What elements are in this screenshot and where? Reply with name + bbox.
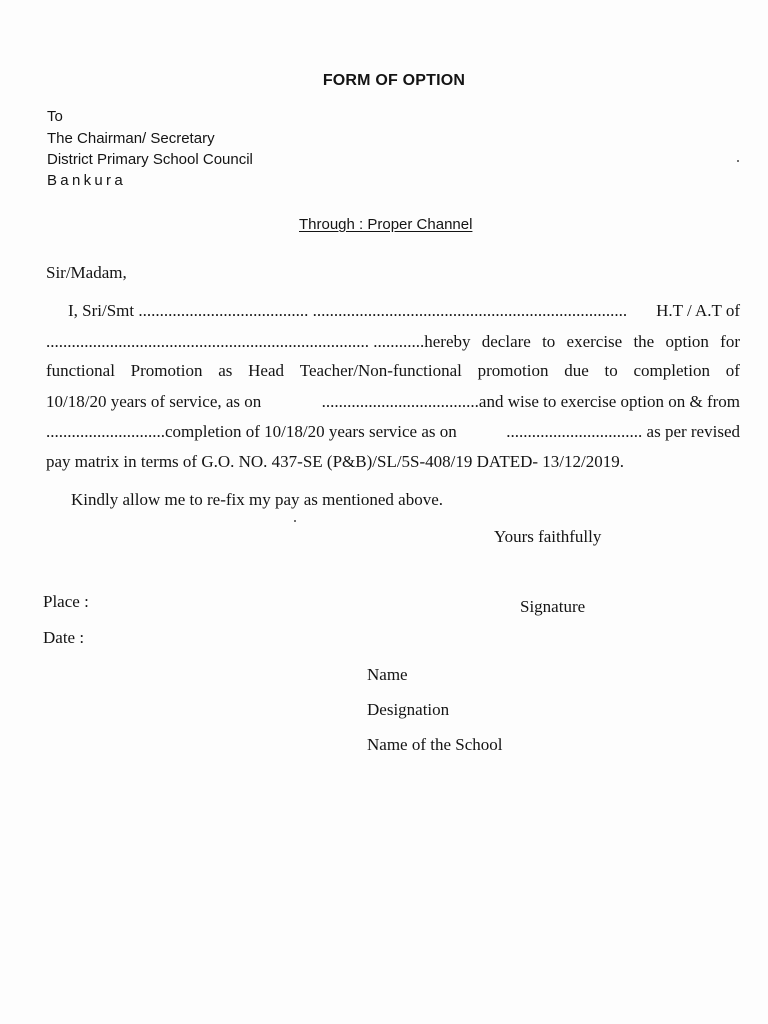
recipient-to: To — [47, 108, 63, 125]
service-years-text: 10/18/20 years of service, as on — [46, 392, 262, 411]
recipient-designation: The Chairman/ Secretary — [47, 130, 215, 147]
date-label: Date : — [43, 628, 85, 647]
recipient-council: District Primary School Council — [47, 151, 253, 168]
form-title: FORM OF OPTION — [322, 72, 466, 89]
revised-text: ................................ as per revised — [506, 422, 740, 441]
body-line-6: pay matrix in terms of G.O. NO. 437-SE (P&B)/SL/5S-408/19 DATED- 13/12/2019. — [46, 452, 624, 471]
body-line-5 — [46, 422, 740, 442]
request-line: Kindly allow me to re-fix my pay as mentioned above. — [71, 490, 444, 509]
body-line-1 — [68, 301, 740, 321]
body-word: due — [564, 361, 589, 380]
body-word: to — [604, 361, 618, 380]
body-word: the — [633, 332, 655, 351]
scan-speck — [294, 520, 296, 522]
date-blank-text: .....................................and wise to exercise option on & from — [321, 392, 740, 411]
body-word: declare — [481, 332, 531, 351]
salutation: Sir/Madam, — [46, 263, 127, 282]
post-label: H.T / A.T of — [656, 301, 740, 320]
body-word: as — [218, 361, 233, 380]
body-word: Promotion — [130, 361, 203, 380]
body-word: option — [665, 332, 709, 351]
name-label: Name — [367, 665, 408, 684]
body-line-2 — [46, 332, 740, 352]
body-word: Head — [248, 361, 285, 380]
school-blank: ............................................................................ ............hereby — [46, 332, 471, 351]
designation-label: Designation — [367, 700, 450, 719]
through-channel: Through : Proper Channel — [299, 216, 473, 233]
signature-label: Signature — [520, 597, 586, 616]
body-line-4 — [46, 392, 740, 412]
body-word: to — [542, 332, 556, 351]
body-word: functional — [46, 361, 115, 380]
completion-text: ............................completion of 10/18/20 years service as on — [46, 422, 457, 441]
applicant-name-blank: I, Sri/Smt ........................................ .......................................................................... — [68, 301, 628, 320]
body-word: of — [725, 361, 740, 380]
recipient-district: Bankura — [47, 172, 126, 189]
body-word: promotion — [477, 361, 549, 380]
body-word: exercise — [566, 332, 623, 351]
scan-speck — [737, 160, 739, 162]
body-line-3 — [46, 361, 740, 381]
place-label: Place : — [43, 592, 89, 611]
closing: Yours faithfully — [494, 527, 602, 546]
body-word: completion — [633, 361, 710, 380]
school-name-label: Name of the School — [367, 735, 503, 754]
body-word: for — [720, 332, 740, 351]
body-word: Teacher/Non-functional — [299, 361, 462, 380]
